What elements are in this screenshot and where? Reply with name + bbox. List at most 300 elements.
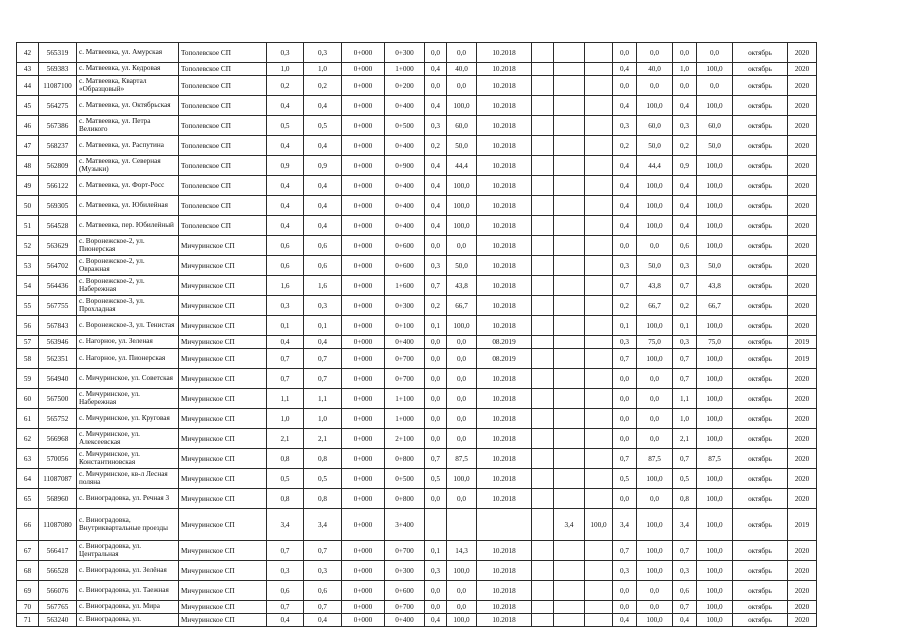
length-municipal: 2,1: [304, 429, 342, 449]
settlement-name: Тополевское СП: [179, 43, 267, 63]
spacer-cell: [532, 489, 554, 509]
target-length: 0,7: [673, 449, 697, 469]
planned-length: [554, 409, 585, 429]
repaired-length: 0,0: [425, 76, 447, 96]
month-cell: октябрь: [733, 256, 788, 276]
repair-date: 10.2018: [477, 389, 532, 409]
repair-date: 10.2018: [477, 316, 532, 336]
road-address: с. Виноградовка, ул.: [77, 614, 179, 627]
year-cell: 2020: [788, 469, 817, 489]
km-start: 0+000: [342, 409, 385, 429]
road-address: с. Воронежское-2, ул. Набережная: [77, 276, 179, 296]
length-total: 3,4: [267, 509, 304, 541]
target-length: 1,1: [673, 389, 697, 409]
road-address: с. Виноградовка, ул. Таежная: [77, 581, 179, 601]
month-cell: октябрь: [733, 581, 788, 601]
length-municipal: 0,4: [304, 136, 342, 156]
road-id: 562809: [39, 156, 77, 176]
normative-length: 0,4: [613, 156, 637, 176]
planned-length: 3,4: [554, 509, 585, 541]
month-cell: октябрь: [733, 541, 788, 561]
km-start: 0+000: [342, 389, 385, 409]
year-cell: 2020: [788, 429, 817, 449]
row-number: 49: [17, 176, 39, 196]
road-address: с. Матвеевка, ул. Северная (Музыки): [77, 156, 179, 176]
normative-percent: 50,0: [637, 136, 673, 156]
target-length: 0,2: [673, 136, 697, 156]
road-id: 566968: [39, 429, 77, 449]
normative-length: 0,5: [613, 469, 637, 489]
planned-length: [554, 449, 585, 469]
settlement-name: Мичуринское СП: [179, 236, 267, 256]
repaired-length: 0,4: [425, 196, 447, 216]
km-start: 0+000: [342, 541, 385, 561]
planned-percent: [585, 601, 613, 614]
table-row: [17, 43, 817, 63]
target-length: 0,3: [673, 336, 697, 349]
km-start: 0+000: [342, 561, 385, 581]
table-row: [17, 561, 817, 581]
planned-length: [554, 349, 585, 369]
repaired-percent: 100,0: [447, 316, 477, 336]
planned-percent: [585, 76, 613, 96]
repaired-length: 0,0: [425, 601, 447, 614]
spacer-cell: [532, 136, 554, 156]
normative-length: 0,1: [613, 316, 637, 336]
repaired-percent: 0,0: [447, 236, 477, 256]
repair-date: 10.2018: [477, 489, 532, 509]
planned-length: [554, 369, 585, 389]
normative-percent: 0,0: [637, 601, 673, 614]
road-address: с. Воронежское-2, ул. Овражная: [77, 256, 179, 276]
km-end: 0+700: [385, 369, 425, 389]
spacer-cell: [532, 601, 554, 614]
target-percent: 0,0: [697, 76, 733, 96]
km-start: 0+000: [342, 316, 385, 336]
settlement-name: Мичуринское СП: [179, 316, 267, 336]
planned-percent: [585, 349, 613, 369]
spacer-cell: [532, 614, 554, 627]
year-cell: 2020: [788, 316, 817, 336]
planned-percent: [585, 136, 613, 156]
road-id: 567386: [39, 116, 77, 136]
target-percent: 100,0: [697, 236, 733, 256]
year-cell: 2020: [788, 156, 817, 176]
month-cell: октябрь: [733, 116, 788, 136]
table-row: [17, 349, 817, 369]
planned-percent: [585, 336, 613, 349]
settlement-name: Мичуринское СП: [179, 296, 267, 316]
length-total: 0,4: [267, 336, 304, 349]
planned-percent: 100,0: [585, 509, 613, 541]
row-number: 63: [17, 449, 39, 469]
target-length: 1,0: [673, 409, 697, 429]
repaired-percent: 100,0: [447, 469, 477, 489]
target-percent: 50,0: [697, 136, 733, 156]
target-length: 0,7: [673, 369, 697, 389]
repaired-length: 0,3: [425, 116, 447, 136]
repaired-percent: 0,0: [447, 581, 477, 601]
target-length: 0,3: [673, 561, 697, 581]
table-row: [17, 136, 817, 156]
target-percent: 100,0: [697, 469, 733, 489]
target-length: 0,6: [673, 581, 697, 601]
km-start: 0+000: [342, 601, 385, 614]
settlement-name: Мичуринское СП: [179, 256, 267, 276]
normative-length: 0,7: [613, 541, 637, 561]
road-id: 567765: [39, 601, 77, 614]
year-cell: 2020: [788, 43, 817, 63]
spacer-cell: [532, 236, 554, 256]
year-cell: 2020: [788, 489, 817, 509]
repaired-percent: 50,0: [447, 136, 477, 156]
month-cell: октябрь: [733, 409, 788, 429]
month-cell: октябрь: [733, 601, 788, 614]
km-end: 1+600: [385, 276, 425, 296]
planned-percent: [585, 63, 613, 76]
normative-percent: 0,0: [637, 43, 673, 63]
table-row: [17, 429, 817, 449]
normative-length: 0,0: [613, 389, 637, 409]
km-end: 0+400: [385, 176, 425, 196]
row-number: 55: [17, 296, 39, 316]
road-address: с. Нагорное, ул. Зеленая: [77, 336, 179, 349]
km-end: 0+500: [385, 469, 425, 489]
km-start: 0+000: [342, 136, 385, 156]
planned-length: [554, 316, 585, 336]
road-address: с. Матвеевка, ул. Распутина: [77, 136, 179, 156]
repaired-length: 0,4: [425, 156, 447, 176]
target-length: 0,0: [673, 43, 697, 63]
table-row: [17, 541, 817, 561]
length-total: 0,7: [267, 349, 304, 369]
repaired-length: 0,0: [425, 349, 447, 369]
month-cell: октябрь: [733, 614, 788, 627]
length-municipal: 0,5: [304, 469, 342, 489]
repaired-length: 0,0: [425, 489, 447, 509]
normative-percent: 66,7: [637, 296, 673, 316]
repaired-percent: 43,8: [447, 276, 477, 296]
table-row: [17, 296, 817, 316]
normative-percent: 100,0: [637, 541, 673, 561]
road-id: 563946: [39, 336, 77, 349]
row-number: 62: [17, 429, 39, 449]
month-cell: октябрь: [733, 469, 788, 489]
length-total: 0,6: [267, 256, 304, 276]
length-total: 0,8: [267, 449, 304, 469]
target-length: 0,7: [673, 276, 697, 296]
planned-length: [554, 63, 585, 76]
length-total: 0,4: [267, 96, 304, 116]
repair-date: 10.2018: [477, 216, 532, 236]
planned-length: [554, 614, 585, 627]
target-length: 0,0: [673, 76, 697, 96]
planned-percent: [585, 236, 613, 256]
planned-length: [554, 601, 585, 614]
length-municipal: 0,4: [304, 196, 342, 216]
km-start: 0+000: [342, 96, 385, 116]
normative-length: 0,0: [613, 429, 637, 449]
settlement-name: Мичуринское СП: [179, 349, 267, 369]
month-cell: октябрь: [733, 96, 788, 116]
table-row: [17, 489, 817, 509]
row-number: 50: [17, 196, 39, 216]
target-length: 0,5: [673, 469, 697, 489]
year-cell: 2020: [788, 256, 817, 276]
target-percent: 100,0: [697, 489, 733, 509]
length-municipal: 0,7: [304, 369, 342, 389]
planned-percent: [585, 276, 613, 296]
planned-percent: [585, 614, 613, 627]
planned-length: [554, 236, 585, 256]
road-address: с. Виноградовка, Внутриквартальные проезды: [77, 509, 179, 541]
row-number: 42: [17, 43, 39, 63]
normative-percent: 75,0: [637, 336, 673, 349]
target-length: 0,8: [673, 489, 697, 509]
spacer-cell: [532, 369, 554, 389]
repaired-percent: 100,0: [447, 176, 477, 196]
target-percent: 100,0: [697, 429, 733, 449]
length-municipal: 0,1: [304, 316, 342, 336]
repair-date: 10.2018: [477, 176, 532, 196]
km-end: 1+000: [385, 409, 425, 429]
road-address: с. Мичуринское, ул. Круговая: [77, 409, 179, 429]
road-id: 565752: [39, 409, 77, 429]
length-municipal: 0,7: [304, 349, 342, 369]
planned-length: [554, 469, 585, 489]
road-id: 566122: [39, 176, 77, 196]
planned-length: [554, 581, 585, 601]
repaired-percent: 100,0: [447, 196, 477, 216]
row-number: 54: [17, 276, 39, 296]
repair-date: 10.2018: [477, 469, 532, 489]
planned-percent: [585, 116, 613, 136]
length-municipal: 0,7: [304, 541, 342, 561]
km-start: 0+000: [342, 581, 385, 601]
km-end: 0+500: [385, 116, 425, 136]
target-percent: 100,0: [697, 614, 733, 627]
target-length: 0,7: [673, 541, 697, 561]
repaired-length: 0,3: [425, 561, 447, 581]
repaired-percent: 0,0: [447, 409, 477, 429]
table-row: [17, 614, 817, 627]
road-address: с. Воронежское-3, ул. Тенистая: [77, 316, 179, 336]
table-row: [17, 336, 817, 349]
month-cell: октябрь: [733, 336, 788, 349]
repaired-length: 0,3: [425, 256, 447, 276]
normative-percent: 100,0: [637, 176, 673, 196]
km-start: 0+000: [342, 469, 385, 489]
normative-length: 0,4: [613, 614, 637, 627]
target-percent: 50,0: [697, 256, 733, 276]
spacer-cell: [532, 449, 554, 469]
road-registry-table: [16, 42, 817, 627]
spacer-cell: [532, 196, 554, 216]
km-end: 0+300: [385, 561, 425, 581]
planned-length: [554, 196, 585, 216]
road-address: с. Матвеевка, ул. Форт-Росс: [77, 176, 179, 196]
repair-date: 10.2018: [477, 236, 532, 256]
settlement-name: Тополевское СП: [179, 136, 267, 156]
spacer-cell: [532, 389, 554, 409]
km-end: 0+300: [385, 43, 425, 63]
km-end: 3+400: [385, 509, 425, 541]
row-number: 69: [17, 581, 39, 601]
repaired-length: 0,4: [425, 216, 447, 236]
row-number: 52: [17, 236, 39, 256]
normative-length: 0,4: [613, 196, 637, 216]
road-address: с. Матвеевка, Квартал «Образцовый»: [77, 76, 179, 96]
normative-length: 0,0: [613, 409, 637, 429]
repaired-length: 0,7: [425, 449, 447, 469]
road-address: с. Матвеевка, пер. Юбилейный: [77, 216, 179, 236]
length-total: 0,3: [267, 43, 304, 63]
table-row: [17, 63, 817, 76]
year-cell: 2019: [788, 336, 817, 349]
target-percent: 100,0: [697, 541, 733, 561]
spacer-cell: [532, 216, 554, 236]
length-municipal: 0,3: [304, 43, 342, 63]
repaired-percent: 0,0: [447, 43, 477, 63]
repair-date: 10.2018: [477, 369, 532, 389]
length-total: 0,9: [267, 156, 304, 176]
road-id: 11087087: [39, 469, 77, 489]
road-id: 567755: [39, 296, 77, 316]
spacer-cell: [532, 316, 554, 336]
km-start: 0+000: [342, 116, 385, 136]
target-percent: 100,0: [697, 316, 733, 336]
target-percent: 100,0: [697, 96, 733, 116]
row-number: 66: [17, 509, 39, 541]
month-cell: октябрь: [733, 489, 788, 509]
settlement-name: Тополевское СП: [179, 63, 267, 76]
length-total: 0,4: [267, 614, 304, 627]
row-number: 71: [17, 614, 39, 627]
target-percent: 100,0: [697, 176, 733, 196]
year-cell: 2020: [788, 216, 817, 236]
target-percent: 43,8: [697, 276, 733, 296]
repaired-percent: 100,0: [447, 216, 477, 236]
planned-percent: [585, 389, 613, 409]
repair-date: 10.2018: [477, 541, 532, 561]
km-start: 0+000: [342, 276, 385, 296]
table-row: [17, 216, 817, 236]
target-percent: 100,0: [697, 601, 733, 614]
settlement-name: Мичуринское СП: [179, 489, 267, 509]
length-municipal: 0,8: [304, 449, 342, 469]
road-id: 568960: [39, 489, 77, 509]
repair-date: 10.2018: [477, 449, 532, 469]
repaired-percent: 100,0: [447, 561, 477, 581]
normative-length: 0,3: [613, 116, 637, 136]
settlement-name: Тополевское СП: [179, 116, 267, 136]
road-id: 565319: [39, 43, 77, 63]
row-number: 43: [17, 63, 39, 76]
year-cell: 2020: [788, 561, 817, 581]
normative-length: 0,3: [613, 336, 637, 349]
length-total: 0,4: [267, 216, 304, 236]
length-municipal: 1,1: [304, 389, 342, 409]
target-percent: 100,0: [697, 581, 733, 601]
repair-date: 10.2018: [477, 601, 532, 614]
length-total: 1,0: [267, 409, 304, 429]
road-id: 562351: [39, 349, 77, 369]
road-id: 566417: [39, 541, 77, 561]
target-percent: 100,0: [697, 63, 733, 76]
month-cell: октябрь: [733, 389, 788, 409]
length-municipal: 0,3: [304, 296, 342, 316]
repaired-length: [425, 509, 447, 541]
row-number: 65: [17, 489, 39, 509]
road-id: 570056: [39, 449, 77, 469]
length-total: 0,7: [267, 369, 304, 389]
month-cell: октябрь: [733, 216, 788, 236]
normative-length: 0,0: [613, 369, 637, 389]
normative-length: 0,7: [613, 449, 637, 469]
length-total: 0,7: [267, 541, 304, 561]
spacer-cell: [532, 76, 554, 96]
target-length: 0,6: [673, 236, 697, 256]
km-end: 0+400: [385, 136, 425, 156]
repaired-percent: 0,0: [447, 349, 477, 369]
repaired-length: 0,4: [425, 614, 447, 627]
settlement-name: Тополевское СП: [179, 196, 267, 216]
length-municipal: 1,6: [304, 276, 342, 296]
km-end: 0+400: [385, 614, 425, 627]
table-row: [17, 156, 817, 176]
year-cell: 2020: [788, 276, 817, 296]
repaired-percent: 66,7: [447, 296, 477, 316]
month-cell: октябрь: [733, 561, 788, 581]
repaired-length: 0,0: [425, 369, 447, 389]
km-end: 0+300: [385, 296, 425, 316]
length-total: 1,6: [267, 276, 304, 296]
length-municipal: 0,4: [304, 96, 342, 116]
road-address: с. Воронежское-2, ул. Пионерская: [77, 236, 179, 256]
table-row: [17, 116, 817, 136]
row-number: 46: [17, 116, 39, 136]
settlement-name: Тополевское СП: [179, 96, 267, 116]
planned-length: [554, 216, 585, 236]
planned-length: [554, 136, 585, 156]
normative-percent: 100,0: [637, 469, 673, 489]
settlement-name: Мичуринское СП: [179, 614, 267, 627]
repaired-percent: 0,0: [447, 76, 477, 96]
year-cell: 2020: [788, 196, 817, 216]
table-row: [17, 389, 817, 409]
length-municipal: 0,5: [304, 116, 342, 136]
year-cell: 2020: [788, 541, 817, 561]
road-id: 564436: [39, 276, 77, 296]
repair-date: 10.2018: [477, 96, 532, 116]
year-cell: 2020: [788, 63, 817, 76]
month-cell: октябрь: [733, 429, 788, 449]
km-start: 0+000: [342, 196, 385, 216]
target-length: 0,4: [673, 96, 697, 116]
km-end: 0+600: [385, 256, 425, 276]
table-row: [17, 236, 817, 256]
normative-length: 0,4: [613, 216, 637, 236]
settlement-name: Мичуринское СП: [179, 601, 267, 614]
year-cell: 2020: [788, 136, 817, 156]
repaired-percent: 0,0: [447, 336, 477, 349]
target-percent: 75,0: [697, 336, 733, 349]
table-row: [17, 581, 817, 601]
month-cell: октябрь: [733, 349, 788, 369]
spacer-cell: [532, 276, 554, 296]
spacer-cell: [532, 63, 554, 76]
year-cell: 2020: [788, 409, 817, 429]
